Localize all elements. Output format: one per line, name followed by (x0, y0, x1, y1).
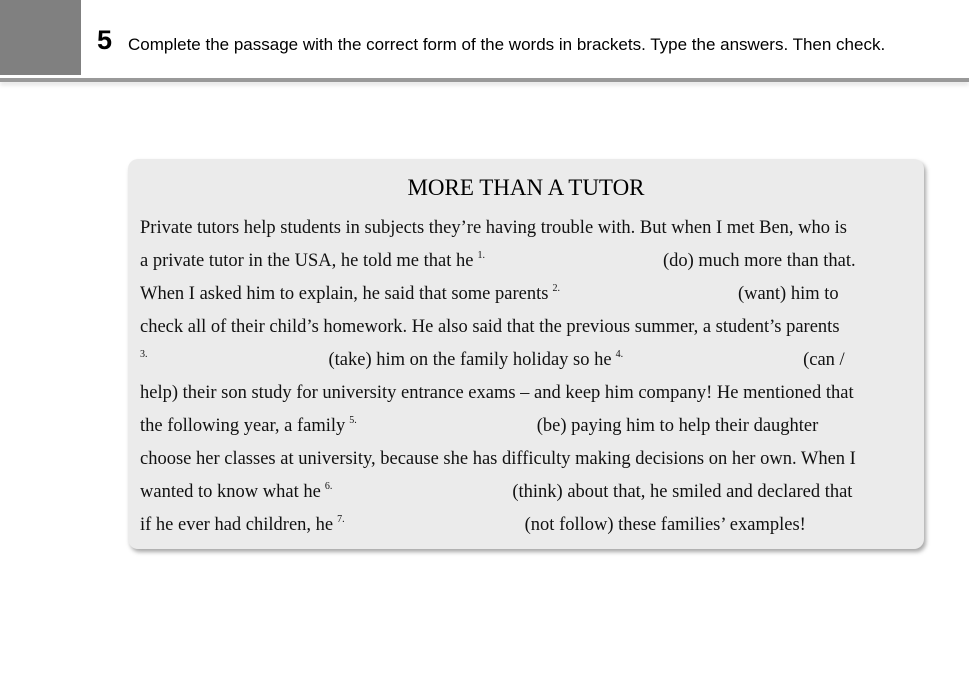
passage-line (140, 282, 839, 309)
header-accent-block (0, 0, 81, 75)
passage-text: a private tutor in the USA, he told me that he (140, 251, 474, 271)
passage-line (140, 315, 840, 339)
passage-text: check all of their child’s homework. He also said that the previous summer, a student’s parents (140, 317, 840, 337)
answer-input-5[interactable] (357, 416, 537, 438)
gap-number: 1. (477, 250, 485, 261)
passage-text: When I asked him to explain, he said that some parents (140, 284, 549, 304)
passage-text: (do) much more than that. (662, 251, 856, 271)
passage-line (140, 381, 854, 405)
passage-line (140, 480, 852, 507)
gap-number: 7. (337, 514, 345, 525)
passage-line (140, 513, 806, 540)
exercise-header (0, 0, 969, 80)
gap-number: 2. (552, 283, 560, 294)
passage-text: wanted to know what he (140, 482, 321, 502)
gap-number: 5. (349, 415, 357, 426)
answer-input-3[interactable] (148, 350, 329, 372)
passage-line (140, 447, 856, 471)
passage-line (140, 348, 845, 375)
header-divider (0, 78, 969, 82)
answer-input-1[interactable] (485, 251, 663, 273)
passage-title: MORE THAN A TUTOR (407, 175, 645, 200)
passage-text: choose her classes at university, because she has difficulty making decisions on her own. When I (140, 449, 856, 469)
answer-input-4[interactable] (623, 350, 803, 372)
gap-number: 3. (140, 349, 148, 360)
gap-number: 6. (324, 481, 333, 492)
passage-text: (be) paying him to help their daughter (536, 416, 819, 436)
passage-line (140, 249, 856, 276)
passage-text: Private tutors help students in subjects they’re having trouble with. But when I met Ben, who is (140, 218, 848, 238)
passage-text: (can / (803, 350, 845, 370)
answer-input-2[interactable] (560, 284, 738, 306)
passage-text: help) their son study for university entrance exams – and keep him company! He mentioned that (140, 383, 854, 403)
passage-text: (take) him on the family holiday so he (328, 350, 612, 370)
answer-input-6[interactable] (332, 482, 512, 504)
passage-text: (want) him to (737, 284, 839, 304)
passage-text: if he ever had children, he (140, 515, 334, 535)
passage-line (140, 216, 847, 240)
exercise-number: 5 (97, 25, 113, 55)
passage-text: the following year, a family (140, 416, 346, 436)
answer-input-7[interactable] (345, 515, 525, 537)
exercise-instruction: Complete the passage with the correct form of the words in brackets. Type the answers. Then check. (128, 35, 886, 54)
passage-text: (think) about that, he smiled and declared that (512, 482, 853, 502)
passage-text: (not follow) these families’ examples! (524, 515, 806, 535)
gap-number: 4. (615, 349, 624, 360)
passage-line (140, 414, 818, 441)
